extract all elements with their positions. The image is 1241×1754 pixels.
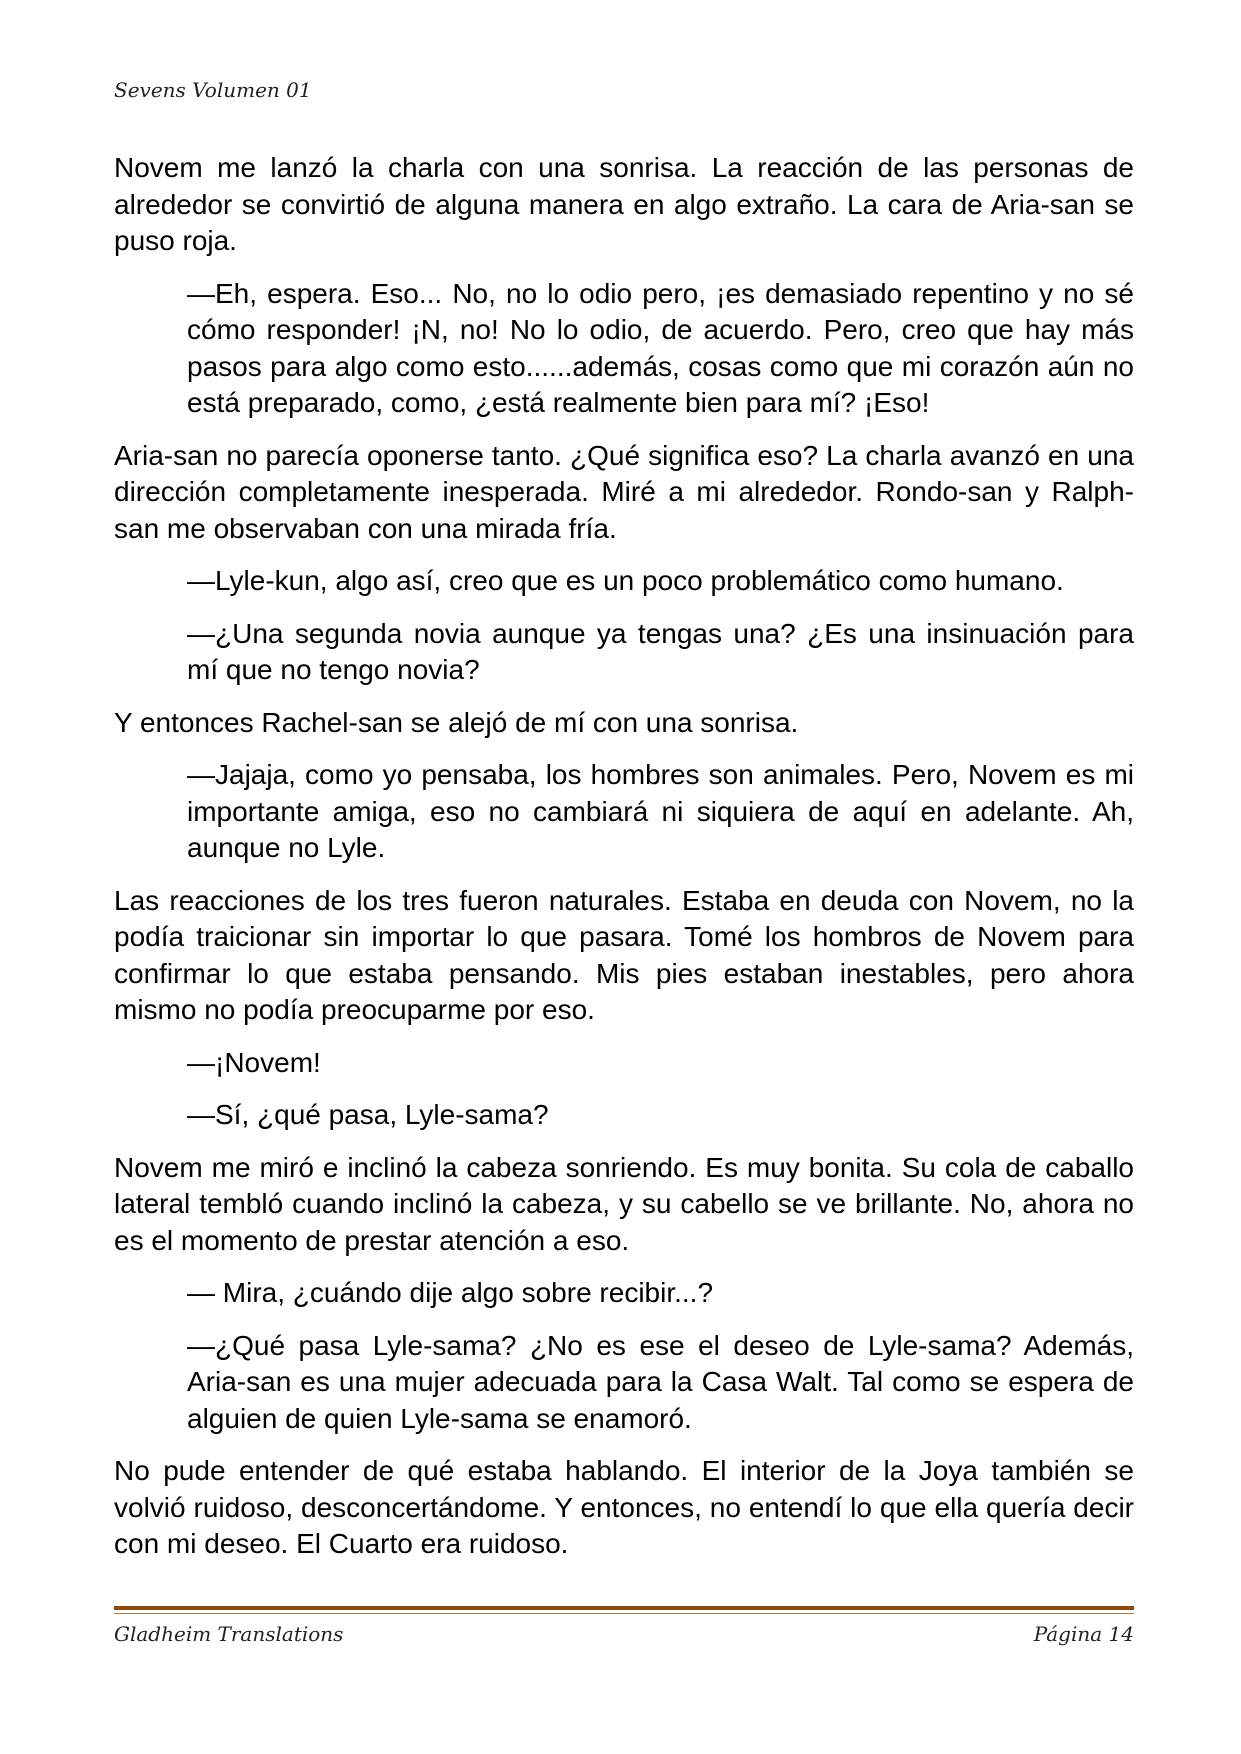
dialogue-line: —Jajaja, como yo pensaba, los hombres son animales. Pero, Novem es mi importante amiga, eso no cambiará ni siquiera de aquí en adelante. Ah, aunque no Lyle. [187,759,1134,863]
paragraph: No pude entender de qué estaba hablando. El interior de la Joya también se volvió ruidoso, desconcertándome. Y entonces, no entendí lo que ella quería decir con mi deseo. El Cuarto era ruidoso. [114,1455,1134,1559]
footer-divider [114,1606,1134,1614]
paragraph: Las reacciones de los tres fueron naturales. Estaba en deuda con Novem, no la podía traicionar sin importar lo que pasara. Tomé los hombros de Novem para confirmar lo que estaba pensando. Mis pies estaban inestables, pero ahora mismo no podía preocuparme por eso. [114,884,1134,1025]
paragraph: Novem me lanzó la charla con una sonrisa. La reacción de las personas de alrededor se convirtió de alguna manera en algo extraño. La cara de Aria-san se puso roja. [114,152,1134,256]
dialogue-line: — Mira, ¿cuándo dije algo sobre recibir...? [187,1277,714,1308]
paragraph: Aria-san no parecía oponerse tanto. ¿Qué significa eso? La charla avanzó en una dirección completamente inesperada. Miré a mi alrededor. Rondo-san y Ralph-san me observaban con una mirada fría. [114,439,1134,544]
running-header: Sevens Volumen 01 [114,78,312,102]
footer-page-number: Página 14 [1033,1622,1134,1646]
paragraph: Y entonces Rachel-san se alejó de mí con una sonrisa. [114,706,799,738]
footer-translator: Gladheim Translations [114,1622,344,1646]
dialogue-line: —¿Qué pasa Lyle-sama? ¿No es ese el deseo de Lyle-sama? Además, Aria-san es una mujer adecuada para la Casa Walt. Tal como se espera de alguien de quien Lyle-sama se enamoró. [187,1329,1134,1434]
dialogue-line: —Sí, ¿qué pasa, Lyle-sama? [187,1099,549,1130]
dialogue-line: —¡Novem! [187,1046,321,1078]
paragraph: Novem me miró e inclinó la cabeza sonriendo. Es muy bonita. Su cola de caballo lateral tembló cuando inclinó la cabeza, y su cabello se ve brillante. No, ahora no es el momento de prestar atención a eso. [114,1151,1134,1256]
page-body [114,150,1134,1579]
footer-divider-thin [114,1613,1134,1614]
dialogue-line: —Eh, espera. Eso... No, no lo odio pero, ¡es demasiado repentino y no sé cómo responder! ¡N, no! No lo odio, de acuerdo. Pero, creo que hay más pasos para algo como esto......además, cosas como que mi corazón aún no está preparado, como, ¿está realmente bien para mí? ¡Eso! [187,277,1134,418]
footer-divider-thick [114,1606,1134,1610]
dialogue-line: —¿Una segunda novia aunque ya tengas una? ¿Es una insinuación para mí que no tengo novia? [187,617,1134,685]
dialogue-line: —Lyle-kun, algo así, creo que es un poco problemático como humano. [187,565,1064,596]
